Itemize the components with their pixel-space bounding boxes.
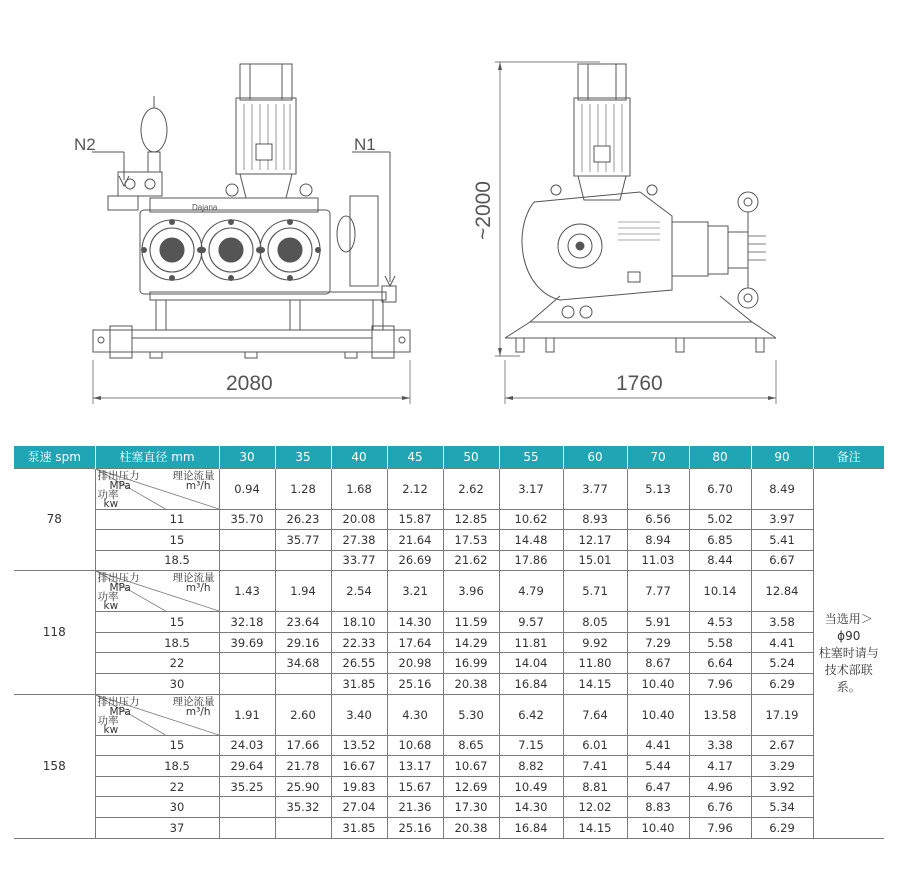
header-d55: 55 (499, 446, 563, 468)
pressure-cell: 10.40 (627, 674, 689, 695)
pressure-cell: 21.62 (443, 550, 499, 571)
header-d50: 50 (443, 446, 499, 468)
header-speed: 泵速 spm (14, 446, 95, 468)
pressure-cell: 24.03 (219, 735, 275, 756)
flow-cell: 3.17 (499, 468, 563, 509)
table-flow-row (14, 694, 884, 735)
flow-cell: 2.60 (275, 694, 331, 735)
pressure-cell: 39.69 (219, 632, 275, 653)
pressure-cell (219, 530, 275, 551)
remarks-cell (813, 468, 884, 838)
pressure-cell: 17.53 (443, 530, 499, 551)
pressure-cell: 7.96 (689, 818, 751, 839)
diagonal-header-cell (95, 694, 219, 735)
pressure-cell: 8.65 (443, 735, 499, 756)
pressure-cell: 10.67 (443, 756, 499, 777)
pressure-cell: 17.64 (387, 632, 443, 653)
table-header-row (14, 446, 884, 468)
pressure-cell: 26.55 (331, 653, 387, 674)
diag-power-unit: kw (103, 723, 119, 736)
flow-cell: 3.40 (331, 694, 387, 735)
diag-pressure-label: 排出压力 (97, 572, 140, 585)
power-cell: 37 (95, 818, 219, 839)
pressure-cell: 4.17 (689, 756, 751, 777)
label-n1: N1 (354, 135, 376, 154)
flow-cell: 10.40 (627, 694, 689, 735)
header-d70: 70 (627, 446, 689, 468)
pressure-cell: 14.48 (499, 530, 563, 551)
pressure-cell: 35.77 (275, 530, 331, 551)
pressure-cell: 13.17 (387, 756, 443, 777)
flow-cell: 1.68 (331, 468, 387, 509)
diag-pressure-unit: MPa (109, 705, 131, 718)
pressure-cell: 4.53 (689, 612, 751, 633)
pressure-cell (219, 653, 275, 674)
pressure-cell: 14.15 (563, 674, 627, 695)
pressure-cell: 13.52 (331, 735, 387, 756)
pressure-cell: 17.30 (443, 797, 499, 818)
pressure-cell: 14.30 (387, 612, 443, 633)
pressure-cell: 26.69 (387, 550, 443, 571)
diag-pressure-label: 排出压力 (97, 469, 140, 482)
pressure-cell: 26.23 (275, 509, 331, 530)
table-flow-row (14, 571, 884, 612)
header-d80: 80 (689, 446, 751, 468)
pressure-cell: 8.67 (627, 653, 689, 674)
diag-flow-unit: m³/h (185, 479, 211, 492)
flow-cell: 17.19 (751, 694, 813, 735)
diag-power-unit: kw (103, 497, 119, 510)
flow-cell: 4.79 (499, 571, 563, 612)
pressure-cell: 29.16 (275, 632, 331, 653)
diag-flow-unit: m³/h (185, 705, 211, 718)
table-row (14, 612, 884, 633)
pressure-cell: 16.99 (443, 653, 499, 674)
flow-cell: 3.21 (387, 571, 443, 612)
pressure-cell: 8.93 (563, 509, 627, 530)
pressure-cell: 8.94 (627, 530, 689, 551)
flow-cell: 7.77 (627, 571, 689, 612)
pressure-cell: 11.03 (627, 550, 689, 571)
flow-cell: 13.58 (689, 694, 751, 735)
diag-power-label: 功率 (97, 591, 119, 604)
spec-table (14, 446, 884, 839)
pressure-cell: 20.08 (331, 509, 387, 530)
pressure-cell: 8.44 (689, 550, 751, 571)
pressure-cell: 21.36 (387, 797, 443, 818)
power-cell: 30 (95, 674, 219, 695)
flow-cell: 7.64 (563, 694, 627, 735)
pressure-cell: 3.97 (751, 509, 813, 530)
pressure-cell: 25.16 (387, 818, 443, 839)
pressure-cell (219, 550, 275, 571)
pressure-cell: 31.85 (331, 674, 387, 695)
pressure-cell: 5.58 (689, 632, 751, 653)
pressure-cell: 23.64 (275, 612, 331, 633)
table-row (14, 735, 884, 756)
table-row (14, 756, 884, 777)
diagonal-header-cell (95, 468, 219, 509)
speed-cell: 78 (14, 468, 95, 571)
pressure-cell: 9.57 (499, 612, 563, 633)
pressure-cell: 35.32 (275, 797, 331, 818)
pressure-cell: 15.67 (387, 776, 443, 797)
speed-cell: 158 (14, 694, 95, 838)
pressure-cell: 16.84 (499, 674, 563, 695)
flow-cell: 10.14 (689, 571, 751, 612)
power-cell: 15 (95, 530, 219, 551)
pressure-cell: 19.83 (331, 776, 387, 797)
power-cell: 22 (95, 776, 219, 797)
pressure-cell: 12.17 (563, 530, 627, 551)
pressure-cell: 5.41 (751, 530, 813, 551)
remark-line: 技术部联系。 (824, 662, 873, 694)
pressure-cell: 6.76 (689, 797, 751, 818)
flow-cell: 2.54 (331, 571, 387, 612)
pressure-cell (219, 674, 275, 695)
flow-cell: 5.13 (627, 468, 689, 509)
pressure-cell: 16.84 (499, 818, 563, 839)
table-row (14, 530, 884, 551)
table-row (14, 509, 884, 530)
front-view-drawing (74, 64, 410, 404)
speed-cell: 118 (14, 571, 95, 694)
header-plunger: 柱塞直径 mm (95, 446, 219, 468)
flow-cell: 1.94 (275, 571, 331, 612)
pressure-cell: 11.59 (443, 612, 499, 633)
pressure-cell: 9.92 (563, 632, 627, 653)
pressure-cell: 33.77 (331, 550, 387, 571)
pressure-cell: 10.62 (499, 509, 563, 530)
pressure-cell: 16.67 (331, 756, 387, 777)
pressure-cell: 11.81 (499, 632, 563, 653)
diag-flow-label: 理论流量 (172, 572, 215, 585)
pressure-cell: 21.78 (275, 756, 331, 777)
pressure-cell: 32.18 (219, 612, 275, 633)
pressure-cell: 20.38 (443, 818, 499, 839)
pressure-cell: 20.98 (387, 653, 443, 674)
flow-cell: 5.30 (443, 694, 499, 735)
pressure-cell: 5.34 (751, 797, 813, 818)
table-row (14, 550, 884, 571)
side-view-drawing (472, 62, 776, 404)
label-n2: N2 (74, 135, 96, 154)
header-d40: 40 (331, 446, 387, 468)
flow-cell: 4.30 (387, 694, 443, 735)
pressure-cell: 17.66 (275, 735, 331, 756)
diag-pressure-label: 排出压力 (97, 695, 140, 708)
power-cell: 18.5 (95, 550, 219, 571)
pressure-cell: 10.40 (627, 818, 689, 839)
pressure-cell: 10.49 (499, 776, 563, 797)
pressure-cell: 5.91 (627, 612, 689, 633)
pressure-cell: 31.85 (331, 818, 387, 839)
pressure-cell: 17.86 (499, 550, 563, 571)
pressure-cell (275, 674, 331, 695)
pressure-cell: 3.29 (751, 756, 813, 777)
pressure-cell (275, 550, 331, 571)
remark-line: 当选用＞ϕ90 (824, 611, 873, 643)
pressure-cell: 3.58 (751, 612, 813, 633)
pressure-cell: 35.70 (219, 509, 275, 530)
header-d30: 30 (219, 446, 275, 468)
pressure-cell: 4.41 (751, 632, 813, 653)
pressure-cell: 5.02 (689, 509, 751, 530)
power-cell: 15 (95, 612, 219, 633)
pressure-cell: 14.30 (499, 797, 563, 818)
pressure-cell: 8.83 (627, 797, 689, 818)
pressure-cell: 25.90 (275, 776, 331, 797)
pressure-cell: 5.24 (751, 653, 813, 674)
pressure-cell: 15.01 (563, 550, 627, 571)
table-flow-row (14, 468, 884, 509)
table-row (14, 776, 884, 797)
flow-cell: 0.94 (219, 468, 275, 509)
power-cell: 18.5 (95, 756, 219, 777)
flow-cell: 5.71 (563, 571, 627, 612)
diag-pressure-unit: MPa (109, 582, 131, 595)
header-d60: 60 (563, 446, 627, 468)
pressure-cell: 8.82 (499, 756, 563, 777)
pressure-cell: 6.64 (689, 653, 751, 674)
pressure-cell: 5.44 (627, 756, 689, 777)
pressure-cell: 6.29 (751, 674, 813, 695)
flow-cell: 12.84 (751, 571, 813, 612)
flow-cell: 6.42 (499, 694, 563, 735)
pressure-cell: 18.10 (331, 612, 387, 633)
flow-cell: 1.28 (275, 468, 331, 509)
pressure-cell (219, 818, 275, 839)
flow-cell: 3.96 (443, 571, 499, 612)
pressure-cell: 14.29 (443, 632, 499, 653)
pressure-cell: 4.41 (627, 735, 689, 756)
power-cell: 18.5 (95, 632, 219, 653)
pressure-cell: 12.69 (443, 776, 499, 797)
pressure-cell: 15.87 (387, 509, 443, 530)
pressure-cell: 6.01 (563, 735, 627, 756)
pressure-cell: 12.02 (563, 797, 627, 818)
pressure-cell: 3.92 (751, 776, 813, 797)
table-row (14, 797, 884, 818)
pressure-cell: 8.05 (563, 612, 627, 633)
front-logo-text: Dajana (192, 203, 218, 212)
header-d35: 35 (275, 446, 331, 468)
pressure-cell: 6.67 (751, 550, 813, 571)
pressure-cell: 34.68 (275, 653, 331, 674)
header-remarks: 备注 (813, 446, 884, 468)
flow-cell: 8.49 (751, 468, 813, 509)
table-row (14, 674, 884, 695)
pressure-cell: 22.33 (331, 632, 387, 653)
pressure-cell: 14.04 (499, 653, 563, 674)
pressure-cell: 4.96 (689, 776, 751, 797)
pressure-cell: 12.85 (443, 509, 499, 530)
pressure-cell: 7.29 (627, 632, 689, 653)
diag-power-label: 功率 (97, 488, 119, 501)
pressure-cell: 6.47 (627, 776, 689, 797)
pressure-cell: 6.29 (751, 818, 813, 839)
diag-pressure-unit: MPa (109, 479, 131, 492)
pressure-cell: 7.15 (499, 735, 563, 756)
pressure-cell: 7.96 (689, 674, 751, 695)
pressure-cell: 11.80 (563, 653, 627, 674)
pressure-cell: 35.25 (219, 776, 275, 797)
diag-flow-unit: m³/h (185, 582, 211, 595)
table-row (14, 653, 884, 674)
flow-cell: 2.12 (387, 468, 443, 509)
power-cell: 11 (95, 509, 219, 530)
flow-cell: 2.62 (443, 468, 499, 509)
pressure-cell: 6.85 (689, 530, 751, 551)
pressure-cell: 25.16 (387, 674, 443, 695)
table-row (14, 632, 884, 653)
header-d90: 90 (751, 446, 813, 468)
flow-cell: 1.43 (219, 571, 275, 612)
pressure-cell: 27.04 (331, 797, 387, 818)
pressure-cell: 27.38 (331, 530, 387, 551)
pressure-cell: 21.64 (387, 530, 443, 551)
power-cell: 22 (95, 653, 219, 674)
header-d45: 45 (387, 446, 443, 468)
diag-power-unit: kw (103, 600, 119, 613)
table-row (14, 818, 884, 839)
pressure-cell: 29.64 (219, 756, 275, 777)
pressure-cell: 14.15 (563, 818, 627, 839)
pressure-cell: 3.38 (689, 735, 751, 756)
pressure-cell: 8.81 (563, 776, 627, 797)
side-height-dimension: ~2000 (472, 181, 495, 240)
flow-cell: 3.77 (563, 468, 627, 509)
power-cell: 15 (95, 735, 219, 756)
diag-power-label: 功率 (97, 714, 119, 727)
power-cell: 30 (95, 797, 219, 818)
front-width-dimension: 2080 (226, 372, 273, 395)
pump-drawings (0, 0, 900, 430)
pressure-cell: 7.41 (563, 756, 627, 777)
remark-line: 柱塞时请与 (818, 645, 879, 660)
pressure-cell: 20.38 (443, 674, 499, 695)
side-width-dimension: 1760 (616, 372, 663, 395)
diagonal-header-cell (95, 571, 219, 612)
pressure-cell (275, 818, 331, 839)
pressure-cell: 10.68 (387, 735, 443, 756)
diag-flow-label: 理论流量 (172, 695, 215, 708)
pressure-cell: 2.67 (751, 735, 813, 756)
diag-flow-label: 理论流量 (172, 469, 215, 482)
pressure-cell: 6.56 (627, 509, 689, 530)
flow-cell: 6.70 (689, 468, 751, 509)
pressure-cell (219, 797, 275, 818)
flow-cell: 1.91 (219, 694, 275, 735)
